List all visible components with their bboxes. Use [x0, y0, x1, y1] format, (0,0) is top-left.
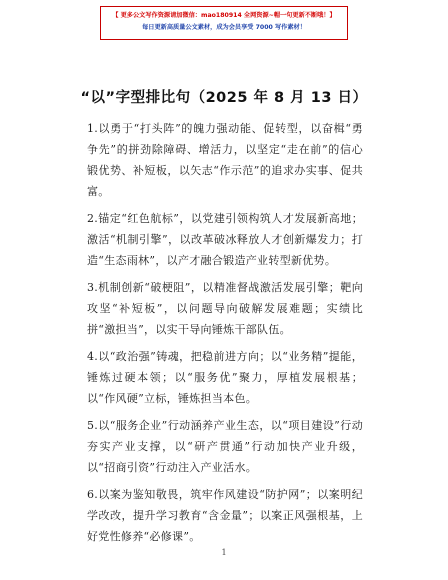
promo-header-box — [100, 6, 348, 40]
paragraph-3: 3.机制创新“破梗阻”，以精准督战激活发展引擎；靶向攻坚“补短板”，以问题导向破解发展难题；实绩比拼“激担当”，以实干导向锤炼干部队伍。 — [87, 281, 363, 336]
paragraph-5: 5.以“服务企业”行动涵养产业生态，以“项目建设”行动夯实产业支撑，以“研产贯通”行动加快产业升级，以“招商引资”行动注入产业活水。 — [87, 419, 363, 474]
paragraph-2: 2.锚定“红色航标”，以党建引领构筑人才发展新高地；激活“机制引擎”，以改革破冰释放人才创新爆发力；打造“生态雨林”，以产才融合锻造产业转型新优势。 — [87, 212, 363, 267]
document-body — [87, 118, 363, 553]
promo-header-line1: 【 更多公文写作资源请加微信：mao180914 全网资源~帽一句更新不断哦！】 — [112, 12, 336, 19]
document-title: “以”字型排比句（2025 年 8 月 13 日） — [80, 90, 368, 106]
paragraph-4: 4.以“政治强”铸魂，把稳前进方向；以“业务精”提能，锤炼过硬本领；以“服务优”聚力，厚植发展根基；以“作风硬”立标，锤炼担当本色。 — [87, 350, 363, 405]
paragraph-1: 1.以勇于“打头阵”的魄力强动能、促转型，以奋楫“勇争先”的拼劲除障碍、增活力，以坚定“走在前”的信心锻优势、补短板，以矢志“作示范”的追求办实事、促共富。 — [87, 122, 363, 198]
paragraph-6: 6.以案为鉴知敬畏，筑牢作风建设“防护网”；以案明纪学改改，提升学习教育“含金量”；以案正风强根基，上好党性修养“必修课”。 — [87, 488, 363, 543]
promo-header-line2: 每日更新高质量公文素材，成为会员享受 7000 写作素材！ — [142, 24, 306, 31]
page-number: 1 — [221, 548, 227, 557]
